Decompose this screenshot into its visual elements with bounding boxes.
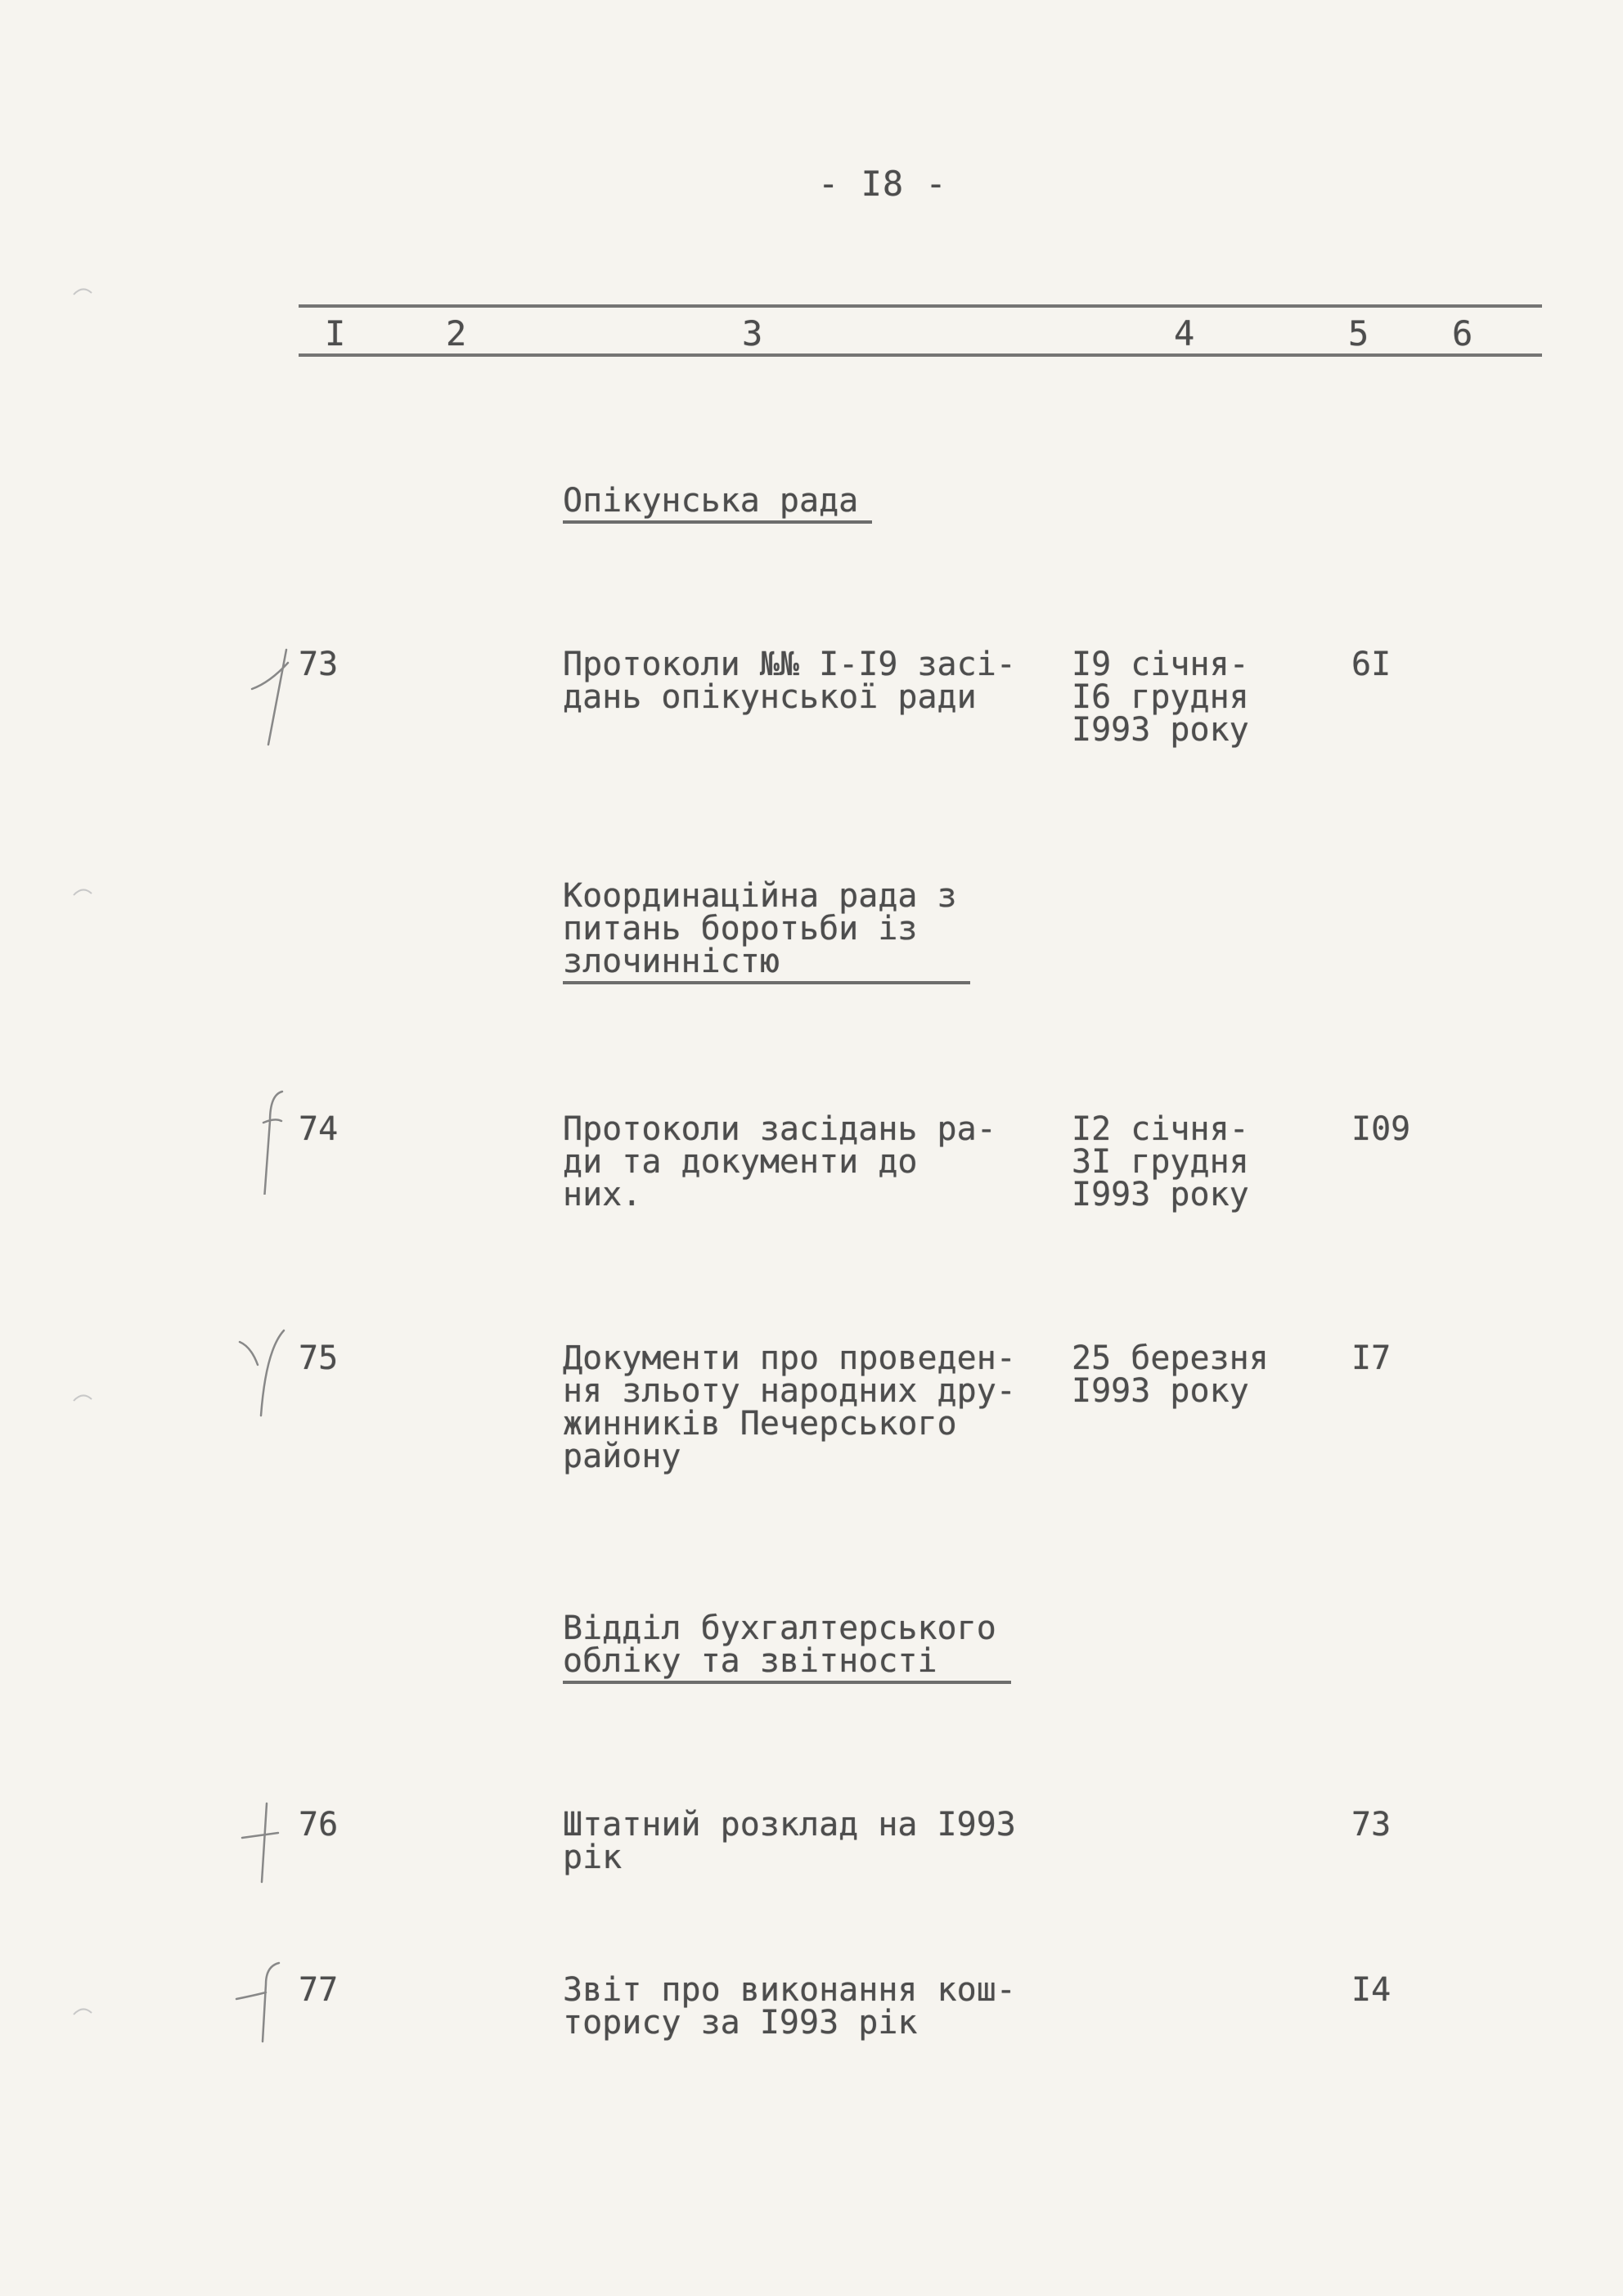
entry-date-line: I993 року <box>1072 1176 1249 1213</box>
entry-date-line: I6 грудня <box>1072 678 1249 716</box>
punch-hole-mark <box>72 885 93 897</box>
column-number-4: 4 <box>1174 313 1196 353</box>
entry-date-line: I2 січня- <box>1072 1110 1249 1148</box>
entry-date <box>1072 646 1249 749</box>
section-heading-line: Опікунська рада <box>563 482 859 520</box>
section-heading <box>563 1609 1011 1684</box>
entry-date-line: I993 року <box>1072 711 1249 749</box>
entry-sheet-count-text: I4 <box>1351 1971 1391 2009</box>
header-rule-bottom <box>299 353 1542 357</box>
entry-date-line: I993 року <box>1072 1372 1249 1410</box>
entry-title <box>563 648 1016 714</box>
punch-hole-mark <box>72 2005 93 2016</box>
entry-sheet-count <box>1351 1339 1391 1377</box>
handwritten-check-mark <box>233 1326 307 1432</box>
heading-underline <box>563 981 970 984</box>
entry-title-line: Документи про проведен- <box>563 1339 1016 1377</box>
entry-number-text: 73 <box>299 646 339 683</box>
entry-number-text: 76 <box>299 1806 339 1844</box>
entry-title <box>563 1339 1016 1475</box>
entry-sheet-count <box>1351 1110 1411 1148</box>
entry-sheet-count-text: I7 <box>1351 1339 1391 1377</box>
entry-title-line: жинників Печерського <box>563 1405 957 1443</box>
entry-sheet-count-text: I09 <box>1351 1110 1411 1148</box>
punch-hole-mark <box>72 285 93 296</box>
entry-title-line: дань опікунської ради <box>563 678 977 716</box>
section-heading-line: питань боротьби із <box>563 910 918 948</box>
section-heading-line: Координаційна рада з <box>563 877 957 915</box>
entry-sheet-count <box>1351 1806 1391 1844</box>
column-number-5: 5 <box>1348 313 1370 353</box>
section-heading <box>563 484 872 524</box>
heading-underline <box>563 520 872 524</box>
entry-title-line: торису за I993 рік <box>563 2004 918 2042</box>
section-heading <box>563 877 970 984</box>
entry-title-line: них. <box>563 1176 642 1213</box>
handwritten-check-mark <box>233 1960 307 2066</box>
entry-title-line: Протоколи №№ I-I9 засі- <box>563 646 1016 683</box>
section-heading-line: злочинністю <box>563 943 780 980</box>
page-number: - I8 - <box>818 164 947 204</box>
entry-number <box>299 648 338 681</box>
entry-number-text: 75 <box>299 1339 339 1377</box>
column-number-1: I <box>325 313 347 353</box>
entry-sheet-count-text: 73 <box>1351 1806 1391 1844</box>
column-number-2: 2 <box>446 313 468 353</box>
entry-title-line: ди та документи до <box>563 1143 918 1181</box>
entry-title-line: Штатний розклад на I993 <box>563 1806 1016 1844</box>
entry-title-line: Протоколи засідань ра- <box>563 1110 996 1148</box>
entry-date-line: 3I грудня <box>1072 1143 1249 1181</box>
section-heading-line: Відділ бухгалтерського <box>563 1609 996 1647</box>
entry-number-text: 74 <box>299 1110 339 1148</box>
entry-title <box>563 1808 1016 1874</box>
entry-date <box>1072 1110 1249 1213</box>
entry-number-text: 77 <box>299 1971 339 2009</box>
heading-underline <box>563 1681 1011 1684</box>
entry-title-line: ня зльоту народних дру- <box>563 1372 1016 1410</box>
entry-number <box>299 1971 339 2009</box>
column-number-6: 6 <box>1452 313 1474 353</box>
entry-title-line: рік <box>563 1839 623 1876</box>
section-heading-line: обліку та звітності <box>563 1642 937 1680</box>
entry-date <box>1072 1339 1269 1410</box>
entry-sheet-count-text: 6I <box>1351 646 1391 683</box>
punch-hole-mark <box>72 1391 93 1402</box>
entry-date-line: I9 січня- <box>1072 646 1249 683</box>
header-rule-top <box>299 304 1542 308</box>
entry-title-line: Звіт про виконання кош- <box>563 1971 1016 2009</box>
entry-title <box>563 1110 996 1213</box>
entry-number <box>299 1110 339 1148</box>
entry-title <box>563 1971 1016 2042</box>
entry-title-line: району <box>563 1438 681 1475</box>
entry-number <box>299 1806 339 1844</box>
column-number-3: 3 <box>742 313 764 353</box>
entry-number <box>299 1339 339 1377</box>
entry-sheet-count <box>1351 1971 1391 2009</box>
entry-date-line: 25 березня <box>1072 1339 1269 1377</box>
entry-sheet-count <box>1351 648 1391 681</box>
